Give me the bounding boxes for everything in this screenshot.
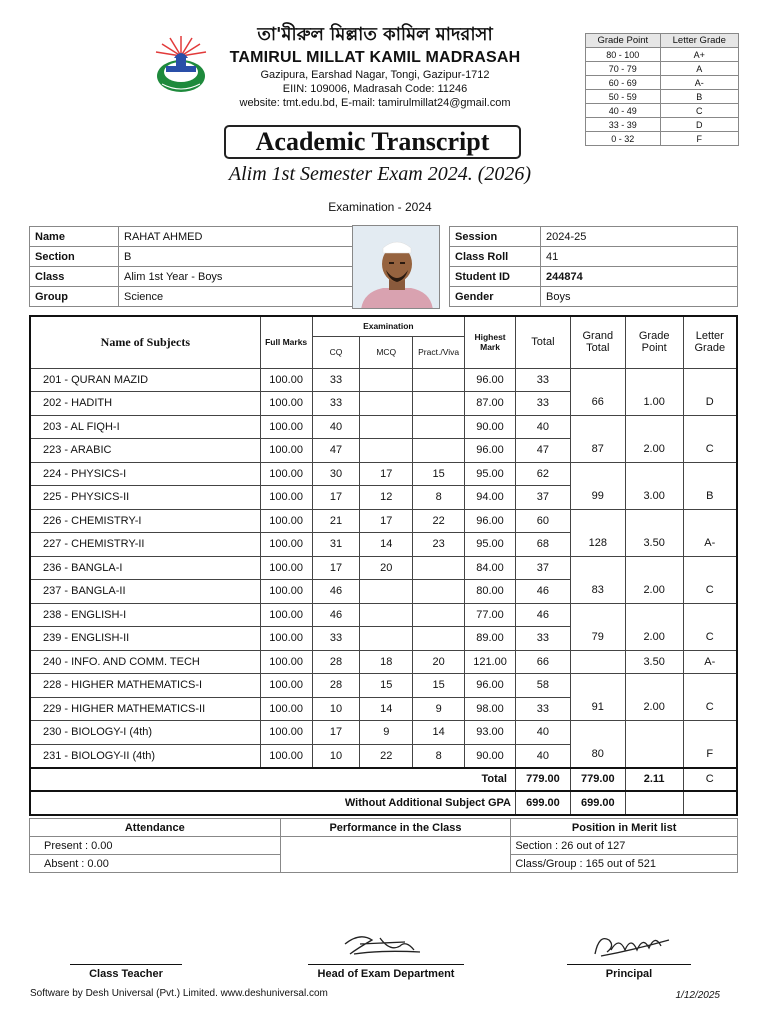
exam-head-label: Head of Exam Department [317,968,455,980]
cell-highest: 96.00 [465,674,516,698]
cell-total: 37 [515,486,570,510]
cell-cq: 46 [312,603,360,627]
cell-full: 100.00 [260,744,312,768]
cell-pract [413,368,465,392]
cell-total: 68 [515,533,570,557]
full-marks-header: Full Marks [260,316,312,368]
exam-head-sign-line [308,964,464,965]
cell-group-gp: 2.00 [625,603,683,650]
grade-scale-grade: C [660,104,738,118]
cell-cq: 33 [312,368,360,392]
grade-scale-range: 70 - 79 [586,62,661,76]
cell-full: 100.00 [260,392,312,416]
cell-full: 100.00 [260,556,312,580]
letter-grade-header [683,316,737,368]
cell-cq: 28 [312,674,360,698]
institution-name-bangla: তা'মীরুল মিল্লাত কামিল মাদরাসা [257,24,493,45]
institution-address: Gazipura, Earshad Nagar, Tongi, Gazipur-1712 [260,69,490,81]
gpa-letter: C [683,768,737,792]
cell-cq: 10 [312,744,360,768]
total-label: Total [30,768,515,792]
cell-mcq [360,603,413,627]
exam-year: Examination - 2024 [328,200,432,214]
exam-head-signature [310,928,440,962]
without-additional-grand: 699.00 [570,791,625,815]
teacher-sign-line [70,964,182,965]
institution-name: TAMIRUL MILLAT KAMIL MADRASAH [229,49,521,66]
student-id-label: Student ID [450,267,541,287]
class-teacher-label: Class Teacher [89,968,163,980]
table-row [30,509,737,533]
cell-highest: 90.00 [465,415,516,439]
table-row [30,415,737,439]
cell-mcq: 14 [360,697,413,721]
cell-cq: 28 [312,650,360,674]
cell-mcq: 18 [360,650,413,674]
cell-highest: 96.00 [465,509,516,533]
cell-subject: 229 - HIGHER MATHEMATICS-II [30,697,260,721]
cell-highest: 77.00 [465,603,516,627]
cell-full: 100.00 [260,509,312,533]
cell-group-gp [625,721,683,768]
cell-group-gp: 2.00 [625,674,683,721]
cell-group-grand: 80 [570,721,625,768]
grade-scale-row [586,104,739,118]
cell-cq: 17 [312,721,360,745]
cell-group-lg: A- [683,650,737,674]
cell-cq: 31 [312,533,360,557]
cell-cq: 47 [312,439,360,463]
grade-scale-row [586,62,739,76]
cell-mcq: 14 [360,533,413,557]
cell-mcq [360,627,413,651]
cell-total: 62 [515,462,570,486]
student-id: 244874 [541,267,738,287]
cell-subject: 238 - ENGLISH-I [30,603,260,627]
gender-label: Gender [450,287,541,307]
present-count: Present : 0.00 [30,837,281,855]
exam-name: Alim 1st Semester Exam 2024. (2026) [228,163,532,185]
student-group: Science [119,287,353,307]
cell-pract: 15 [413,462,465,486]
software-credit: Software by Desh Universal (Pvt.) Limited. www.deshuniversal.com [30,988,328,999]
cell-mcq: 22 [360,744,413,768]
cell-highest: 95.00 [465,533,516,557]
cell-total: 33 [515,697,570,721]
cell-total: 40 [515,744,570,768]
cell-pract [413,580,465,604]
cell-total: 47 [515,439,570,463]
cell-pract [413,439,465,463]
cell-group-gp: 1.00 [625,368,683,415]
grade-scale-row [586,132,739,146]
cell-group-lg: F [683,721,737,768]
grade-scale-range: 60 - 69 [586,76,661,90]
cell-pract [413,603,465,627]
cell-total: 40 [515,721,570,745]
lg-header-line1: Letter [695,330,724,343]
cell-group-gp: 3.00 [625,462,683,509]
cell-mcq: 9 [360,721,413,745]
grade-scale-grade: D [660,118,738,132]
pract-header: Pract./Viva [413,336,465,368]
grade-scale-grade: F [660,132,738,146]
without-additional-total: 699.00 [515,791,570,815]
absent-count: Absent : 0.00 [30,855,281,873]
cell-pract [413,415,465,439]
performance-label: Performance in the Class [280,819,511,837]
page-title: Academic Transcript [224,125,521,159]
cell-cq: 17 [312,556,360,580]
cell-total: 37 [515,556,570,580]
cell-pract: 20 [413,650,465,674]
cell-mcq: 17 [360,462,413,486]
grade-scale-range: 0 - 32 [586,132,661,146]
principal-sign-line [567,964,691,965]
gp-header-line1: Grade [638,330,670,343]
student-info-left [29,226,353,307]
total-sum: 779.00 [515,768,570,792]
grade-scale-range: 33 - 39 [586,118,661,132]
student-info-right [449,226,738,307]
student-photo [352,225,440,309]
cell-total: 33 [515,627,570,651]
table-row [30,721,737,745]
cell-total: 33 [515,392,570,416]
class-position: Class/Group : 165 out of 521 [511,855,738,873]
principal-label: Principal [605,968,653,980]
without-additional-letter [683,791,737,815]
student-name: RAHAT AHMED [119,227,353,247]
cell-mcq [360,439,413,463]
without-additional-label: Without Additional Subject GPA [30,791,515,815]
cell-group-grand: 99 [570,462,625,509]
grade-scale-header: Letter Grade [660,34,738,48]
highest-header-line1: Highest [474,332,506,343]
grade-scale-header: Grade Point [586,34,661,48]
mcq-header: MCQ [360,336,413,368]
cell-mcq [360,392,413,416]
grade-scale-range: 80 - 100 [586,48,661,62]
cell-full: 100.00 [260,650,312,674]
grade-scale-grade: A [660,62,738,76]
table-row [30,674,737,698]
cell-subject: 239 - ENGLISH-II [30,627,260,651]
summary-table [29,818,738,873]
cell-full: 100.00 [260,533,312,557]
cell-subject: 202 - HADITH [30,392,260,416]
cell-group-grand: 87 [570,415,625,462]
cell-pract: 14 [413,721,465,745]
student-section: B [119,247,353,267]
grand-header-line2: Total [586,342,610,355]
cell-highest: 80.00 [465,580,516,604]
cell-subject: 230 - BIOLOGY-I (4th) [30,721,260,745]
cell-highest: 98.00 [465,697,516,721]
cell-group-grand: 79 [570,603,625,650]
table-row [30,603,737,627]
cell-highest: 87.00 [465,392,516,416]
performance-cell [280,837,511,873]
cell-full: 100.00 [260,415,312,439]
cell-total: 60 [515,509,570,533]
cell-highest: 94.00 [465,486,516,510]
grade-scale-grade: B [660,90,738,104]
cell-cq: 21 [312,509,360,533]
cell-pract: 23 [413,533,465,557]
cell-group-grand: 91 [570,674,625,721]
student-roll: 41 [541,247,738,267]
cell-pract: 9 [413,697,465,721]
cell-total: 58 [515,674,570,698]
cell-pract [413,556,465,580]
cell-full: 100.00 [260,674,312,698]
cell-full: 100.00 [260,697,312,721]
cell-group-lg: C [683,603,737,650]
cell-subject: 236 - BANGLA-I [30,556,260,580]
cell-highest: 90.00 [465,744,516,768]
cell-full: 100.00 [260,486,312,510]
grade-scale-range: 40 - 49 [586,104,661,118]
cell-subject: 240 - INFO. AND COMM. TECH [30,650,260,674]
cell-full: 100.00 [260,368,312,392]
cell-highest: 96.00 [465,439,516,463]
cell-group-grand: 128 [570,509,625,556]
grade-scale-row [586,76,739,90]
cell-group-grand [570,650,625,674]
print-date: 1/12/2025 [675,990,720,1001]
institution-contact: website: tmt.edu.bd, E-mail: tamirulmillat24@gmail.com [239,97,511,109]
cell-group-gp: 2.00 [625,556,683,603]
cell-highest: 95.00 [465,462,516,486]
cell-mcq: 20 [360,556,413,580]
grand-total-header [570,316,625,368]
grade-scale-row [586,48,739,62]
principal-signature [585,926,675,962]
cell-group-lg: D [683,368,737,415]
grade-point-header [625,316,683,368]
cell-full: 100.00 [260,580,312,604]
highest-mark-header [465,316,516,368]
cell-cq: 40 [312,415,360,439]
cell-subject: 201 - QURAN MAZID [30,368,260,392]
session-label: Session [450,227,541,247]
examination-header: Examination [312,316,465,336]
cell-pract: 8 [413,486,465,510]
cell-group-lg: C [683,415,737,462]
gpa: 2.11 [625,768,683,792]
marks-table [29,315,738,816]
grade-scale-table [585,33,739,146]
cell-cq: 17 [312,486,360,510]
table-row [30,462,737,486]
grade-scale-row [586,90,739,104]
cell-group-gp: 3.50 [625,650,683,674]
gp-header-line2: Point [641,342,667,355]
grade-scale-grade: A- [660,76,738,90]
grand-total-sum: 779.00 [570,768,625,792]
grade-scale-row [586,118,739,132]
merit-label: Position in Merit list [511,819,738,837]
cell-subject: 228 - HIGHER MATHEMATICS-I [30,674,260,698]
grade-scale-range: 50 - 59 [586,90,661,104]
cell-group-gp: 3.50 [625,509,683,556]
section-position: Section : 26 out of 127 [511,837,738,855]
class-label: Class [30,267,119,287]
cell-full: 100.00 [260,721,312,745]
cell-group-lg: A- [683,509,737,556]
cell-full: 100.00 [260,439,312,463]
section-label: Section [30,247,119,267]
cell-mcq [360,368,413,392]
table-row [30,650,737,674]
cell-subject: 226 - CHEMISTRY-I [30,509,260,533]
cell-cq: 33 [312,627,360,651]
cell-group-lg: C [683,556,737,603]
cell-pract: 22 [413,509,465,533]
name-label: Name [30,227,119,247]
cell-highest: 93.00 [465,721,516,745]
cq-header: CQ [312,336,360,368]
cell-pract: 15 [413,674,465,698]
without-additional-gpa [625,791,683,815]
cell-highest: 96.00 [465,368,516,392]
institution-eiin: EIIN: 109006, Madrasah Code: 11246 [282,83,468,95]
cell-cq: 33 [312,392,360,416]
attendance-label: Attendance [30,819,281,837]
subject-header: Name of Subjects [30,316,260,368]
cell-mcq: 15 [360,674,413,698]
class-roll-label: Class Roll [450,247,541,267]
table-row [30,368,737,392]
cell-cq: 30 [312,462,360,486]
cell-mcq [360,415,413,439]
group-label: Group [30,287,119,307]
cell-pract [413,392,465,416]
student-class: Alim 1st Year - Boys [119,267,353,287]
lg-header-line2: Grade [694,342,726,355]
cell-cq: 10 [312,697,360,721]
cell-subject: 237 - BANGLA-II [30,580,260,604]
cell-full: 100.00 [260,462,312,486]
total-header: Total [515,316,570,368]
cell-highest: 89.00 [465,627,516,651]
cell-group-grand: 66 [570,368,625,415]
cell-subject: 224 - PHYSICS-I [30,462,260,486]
cell-total: 66 [515,650,570,674]
grand-header-line1: Grand [582,330,614,343]
cell-pract [413,627,465,651]
cell-total: 40 [515,415,570,439]
student-gender: Boys [541,287,738,307]
cell-subject: 227 - CHEMISTRY-II [30,533,260,557]
cell-full: 100.00 [260,627,312,651]
cell-subject: 223 - ARABIC [30,439,260,463]
cell-total: 46 [515,603,570,627]
cell-group-gp: 2.00 [625,415,683,462]
grade-scale-grade: A+ [660,48,738,62]
cell-highest: 121.00 [465,650,516,674]
cell-full: 100.00 [260,603,312,627]
cell-pract: 8 [413,744,465,768]
cell-mcq [360,580,413,604]
highest-header-line2: Mark [480,342,500,353]
cell-group-lg: B [683,462,737,509]
cell-highest: 84.00 [465,556,516,580]
cell-mcq: 12 [360,486,413,510]
table-row [30,556,737,580]
cell-subject: 203 - AL FIQH-I [30,415,260,439]
cell-subject: 231 - BIOLOGY-II (4th) [30,744,260,768]
cell-total: 33 [515,368,570,392]
cell-subject: 225 - PHYSICS-II [30,486,260,510]
cell-mcq: 17 [360,509,413,533]
cell-cq: 46 [312,580,360,604]
student-session: 2024-25 [541,227,738,247]
cell-total: 46 [515,580,570,604]
cell-group-lg: C [683,674,737,721]
cell-group-grand: 83 [570,556,625,603]
